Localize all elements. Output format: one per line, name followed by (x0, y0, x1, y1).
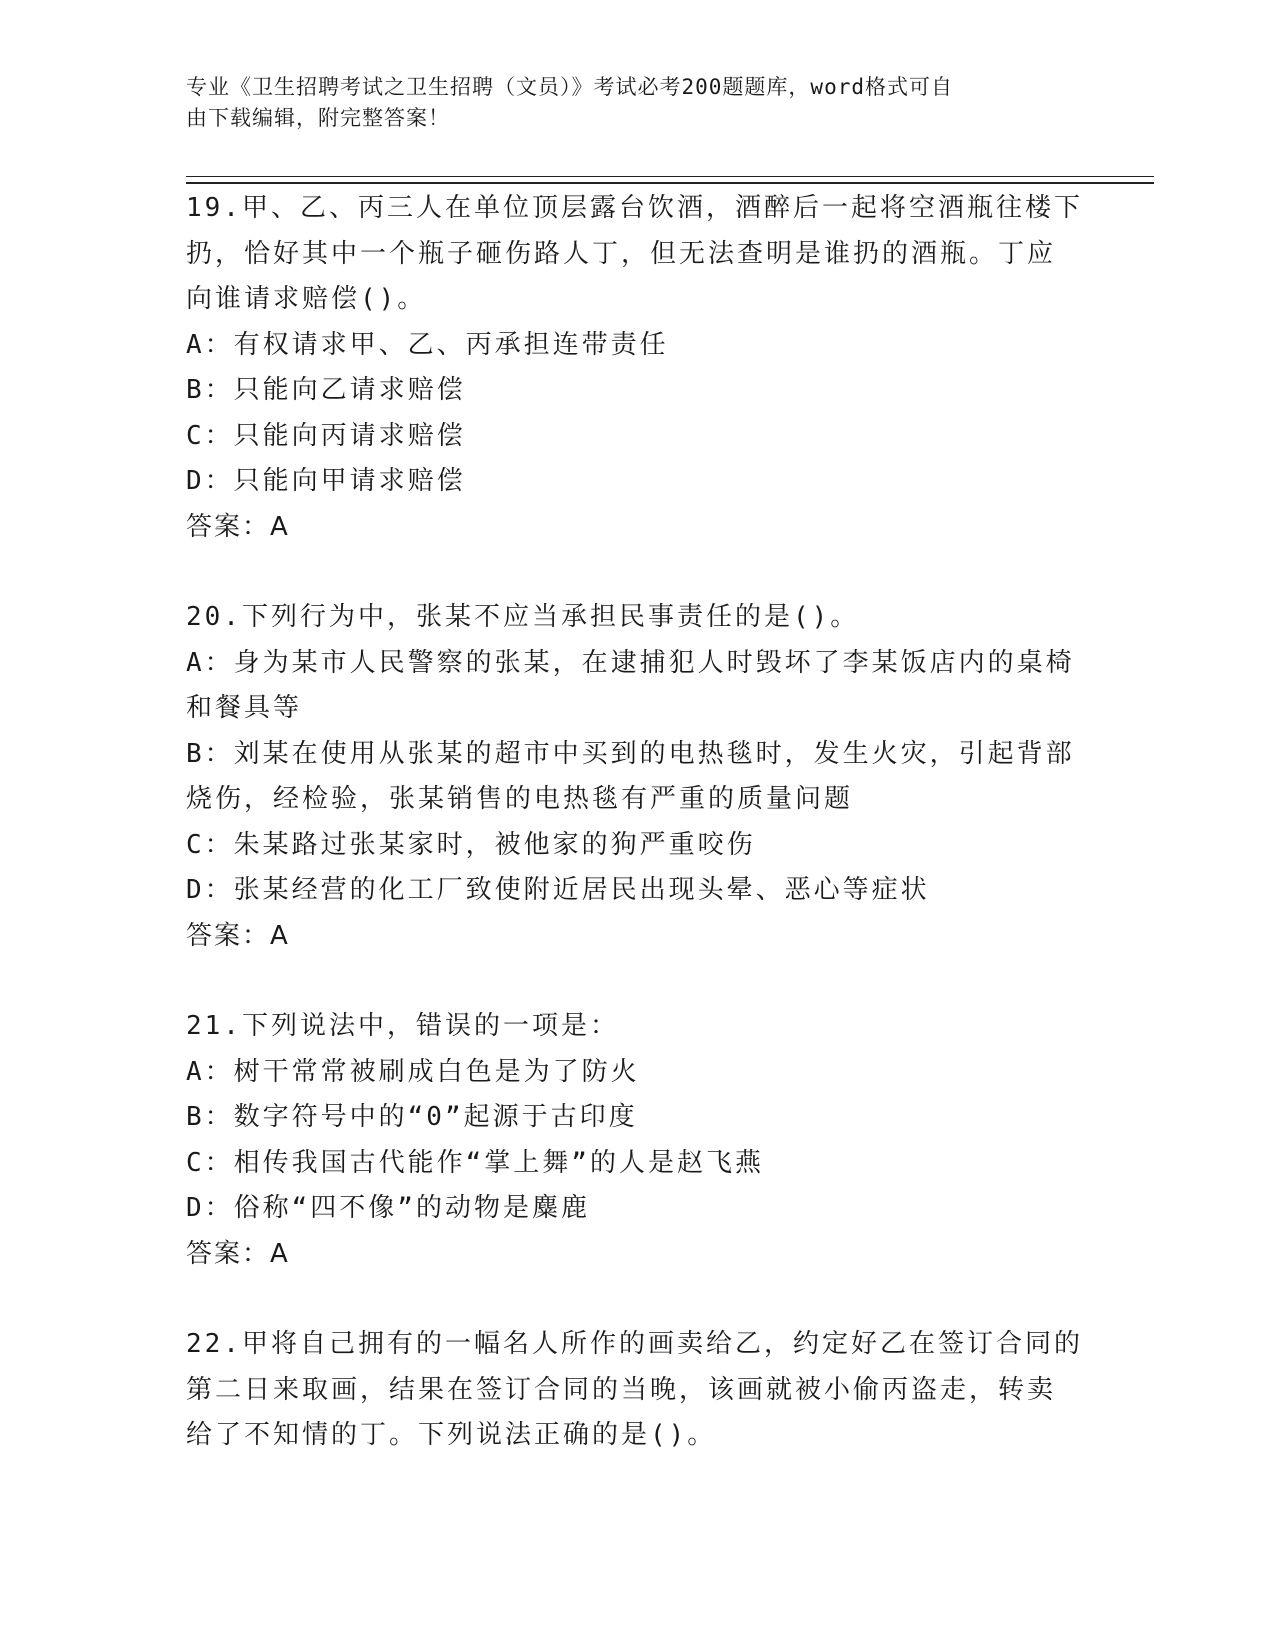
question-block (186, 595, 1086, 959)
answer-option-line: 烧伤，经检验，张某销售的电热毯有严重的质量问题 (186, 784, 854, 814)
answer-option-line: D：俗称“四不像”的动物是麋鹿 (186, 1193, 590, 1223)
question-stem-line: 扔，恰好其中一个瓶子砸伤路人丁，但无法查明是谁扔的酒瓶。丁应 (186, 238, 1057, 269)
header-divider-thin (186, 176, 1154, 177)
header-line-1: 专业《卫生招聘考试之卫生招聘（文员）》考试必考200题题库，word格式可自 (186, 75, 953, 99)
answer-key: 答案：A (186, 511, 290, 542)
header-divider-thick (186, 182, 1154, 184)
question-stem-line: 22.甲将自己拥有的一幅名人所作的画卖给乙，约定好乙在签订合同的 (186, 1329, 1083, 1359)
answer-option-line: B：数字符号中的“0”起源于古印度 (186, 1102, 638, 1132)
answer-option-line: A：有权请求甲、乙、丙承担连带责任 (186, 329, 669, 360)
question-stem-line: 给了不知情的丁。下列说法正确的是()。 (186, 1420, 717, 1450)
question-block (186, 186, 1086, 550)
document-header (186, 72, 1066, 134)
question-stem-line: 20.下列行为中，张某不应当承担民事责任的是()。 (186, 602, 860, 632)
question-block (186, 1004, 1086, 1277)
question-stem-line: 21.下列说法中，错误的一项是： (186, 1011, 619, 1041)
question-block (186, 1322, 1086, 1459)
answer-option-line: C：朱某路过张某家时，被他家的狗严重咬伤 (186, 829, 756, 860)
answer-option-line: B：刘某在使用从张某的超市中买到的电热毯时，发生火灾，引起背部 (186, 738, 1075, 769)
question-stem-line: 第二日来取画，结果在签订合同的当晚，该画就被小偷丙盗走，转卖 (186, 1374, 1057, 1405)
question-stem-line: 向谁请求赔偿()。 (186, 284, 427, 314)
answer-option-line: C：只能向丙请求赔偿 (186, 420, 466, 451)
question-stem-line: 19.甲、乙、丙三人在单位顶层露台饮酒，酒醉后一起将空酒瓶往楼下 (186, 193, 1083, 223)
answer-option-line: A：树干常常被刷成白色是为了防火 (186, 1056, 640, 1087)
answer-key: 答案：A (186, 920, 290, 951)
answer-option-line: B：只能向乙请求赔偿 (186, 375, 466, 405)
answer-option-line: 和餐具等 (186, 693, 303, 723)
answer-option-line: A：身为某市人民警察的张某，在逮捕犯人时毁坏了李某饭店内的桌椅 (186, 647, 1075, 678)
answer-option-line: C：相传我国古代能作“掌上舞”的人是赵飞燕 (186, 1147, 764, 1178)
answer-key: 答案：A (186, 1238, 290, 1269)
question-list (186, 186, 1086, 1504)
header-line-2: 由下载编辑，附完整答案！ (186, 106, 450, 130)
answer-option-line: D：只能向甲请求赔偿 (186, 466, 466, 496)
answer-option-line: D：张某经营的化工厂致使附近居民出现头晕、恶心等症状 (186, 875, 930, 905)
